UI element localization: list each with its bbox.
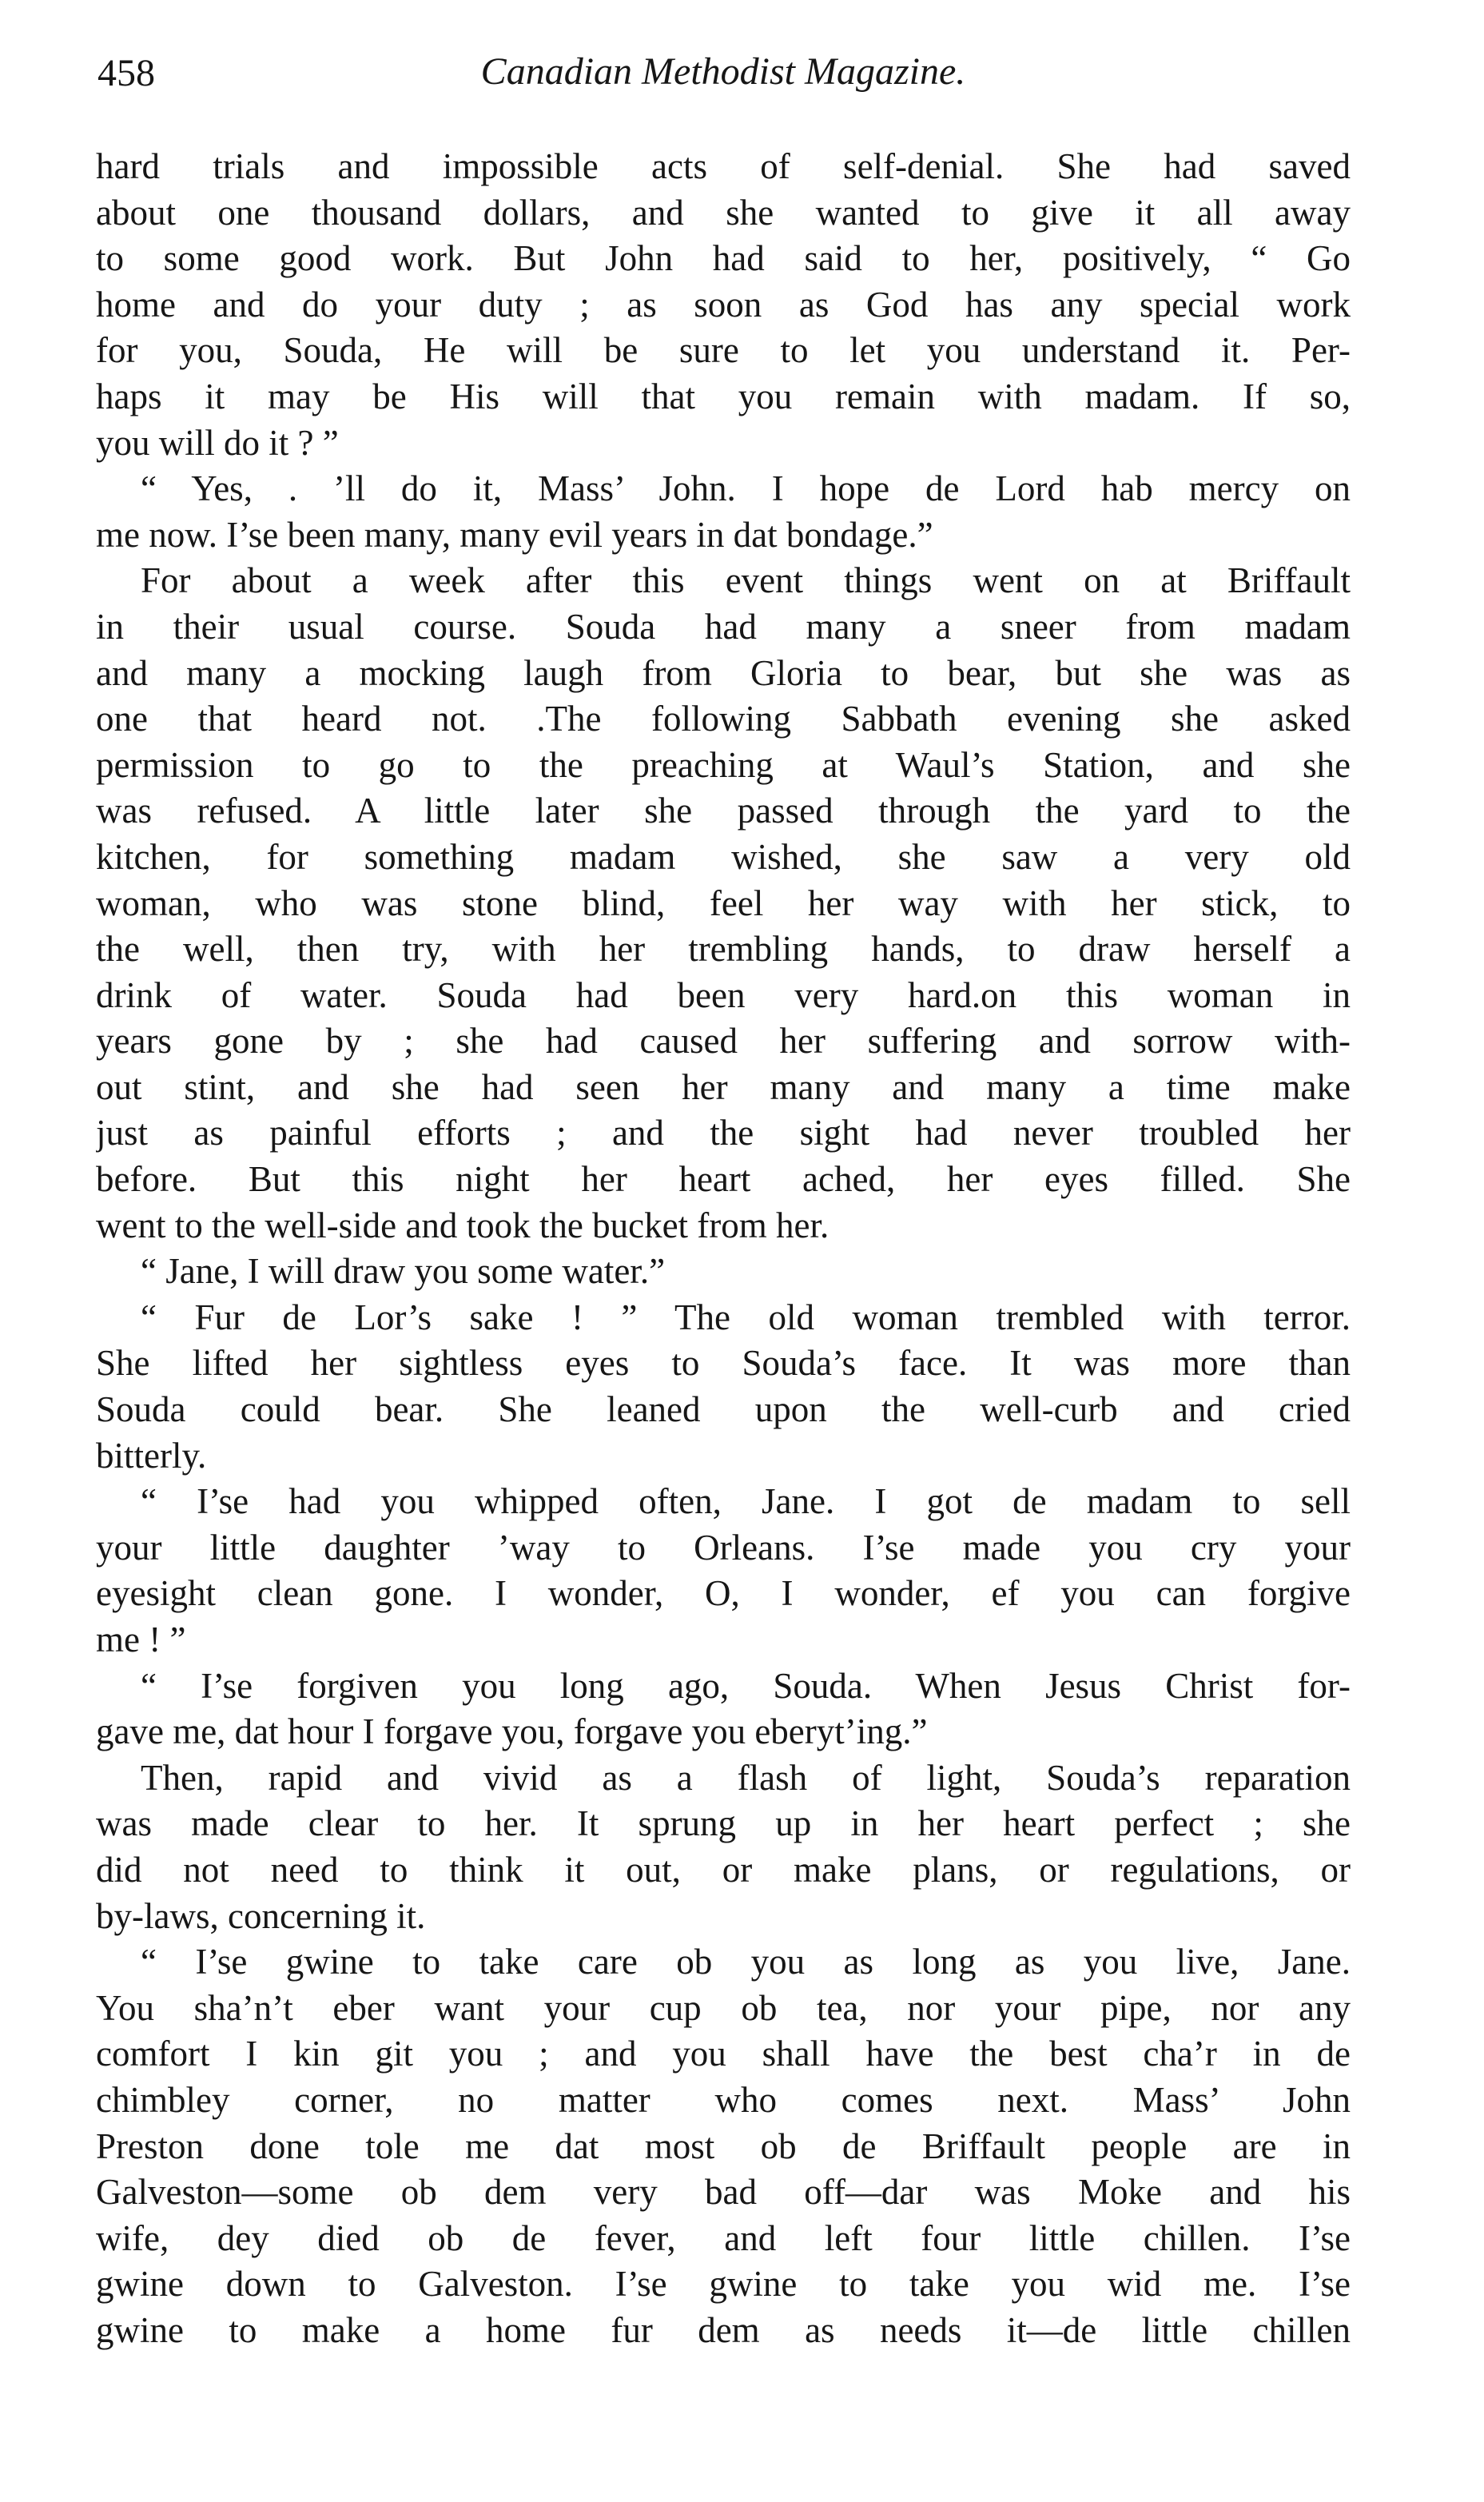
text-line: hard trials and impossible acts of self-denial. She had saved bbox=[96, 146, 1351, 186]
text-line: home and do your duty ; as soon as God has any special work bbox=[96, 284, 1351, 325]
text-line: your little daughter ’way to Orleans. I’se made you cry your bbox=[96, 1527, 1351, 1568]
text-line: and many a mocking laugh from Gloria to bear, but she was as bbox=[96, 652, 1351, 693]
text-line: chimbley corner, no matter who comes next. Mass’ John bbox=[96, 2079, 1351, 2120]
text-line: wife, dey died ob de fever, and left four little chillen. I’se bbox=[96, 2217, 1351, 2258]
page-header bbox=[96, 40, 1351, 117]
text-line: one that heard not. .The following Sabbath evening she asked bbox=[96, 699, 1351, 739]
text-line: comfort I kin git you ; and you shall have the best cha’r in de bbox=[96, 2034, 1351, 2074]
text-line: years gone by ; she had caused her suffering and sorrow with- bbox=[96, 1021, 1351, 1062]
text-line: “ Jane, I will draw you some water.” bbox=[141, 1251, 666, 1292]
text-line: bitterly. bbox=[96, 1435, 207, 1476]
text-line: the well, then try, with her trembling hands, to draw herself a bbox=[96, 929, 1351, 970]
text-line: you will do it ? ” bbox=[96, 422, 339, 463]
text-line: “ Fur de Lor’s sake ! ” The old woman trembled with terror. bbox=[141, 1297, 1351, 1337]
text-line: kitchen, for something madam wished, she saw a very old bbox=[96, 836, 1351, 877]
page-number: 458 bbox=[97, 52, 155, 94]
body-text bbox=[96, 144, 1351, 2354]
running-title: Canadian Methodist Magazine. bbox=[480, 50, 966, 93]
text-line: She lifted her sightless eyes to Souda’s face. It was more than bbox=[96, 1343, 1351, 1384]
text-line: “ I’se forgiven you long ago, Souda. When Jesus Christ for- bbox=[141, 1665, 1351, 1706]
text-line: for you, Souda, He will be sure to let you understand it. Per- bbox=[96, 330, 1351, 371]
text-line: permission to go to the preaching at Waul’s Station, and she bbox=[96, 744, 1351, 785]
text-line: before. But this night her heart ached, her eyes filled. She bbox=[96, 1159, 1351, 1200]
text-line: by-laws, concerning it. bbox=[96, 1895, 426, 1936]
text-line: out stint, and she had seen her many and many a time make bbox=[96, 1066, 1351, 1107]
text-line: You sha’n’t eber want your cup ob tea, nor your pipe, nor any bbox=[96, 1987, 1351, 2028]
text-line: “ I’se gwine to take care ob you as long as you live, Jane. bbox=[141, 1942, 1351, 1982]
text-line: me now. I’se been many, many evil years in dat bondage.” bbox=[96, 514, 933, 555]
text-line: Souda could bear. She leaned upon the well-curb and cried bbox=[96, 1389, 1351, 1430]
text-line: Galveston—some ob dem very bad off—dar was Moke and his bbox=[96, 2172, 1351, 2213]
text-line: “ I’se had you whipped often, Jane. I got de madam to sell bbox=[141, 1481, 1351, 1522]
text-line: about one thousand dollars, and she wanted to give it all away bbox=[96, 192, 1351, 233]
text-line: haps it may be His will that you remain with madam. If so, bbox=[96, 376, 1351, 416]
text-line: did not need to think it out, or make plans, or regulations, or bbox=[96, 1849, 1351, 1890]
text-line: was made clear to her. It sprung up in her heart perfect ; she bbox=[96, 1803, 1351, 1844]
text-line: just as painful efforts ; and the sight had never troubled her bbox=[96, 1113, 1351, 1153]
text-line: “ Yes, . ’ll do it, Mass’ John. I hope de Lord hab mercy on bbox=[141, 468, 1351, 509]
book-page bbox=[96, 40, 1351, 2390]
text-line: Preston done tole me dat most ob de Briffault people are in bbox=[96, 2126, 1351, 2166]
text-line: in their usual course. Souda had many a sneer from madam bbox=[96, 606, 1351, 647]
text-line: gave me, dat hour I forgave you, forgave you eberyt’ing.” bbox=[96, 1711, 928, 1752]
text-line: woman, who was stone blind, feel her way with her stick, to bbox=[96, 882, 1351, 923]
text-line: Then, rapid and vivid as a flash of light, Souda’s reparation bbox=[141, 1757, 1351, 1798]
text-line: to some good work. But John had said to her, positively, “ Go bbox=[96, 238, 1351, 279]
text-line: me ! ” bbox=[96, 1620, 186, 1659]
text-line: drink of water. Souda had been very hard.on this woman in bbox=[96, 974, 1351, 1015]
text-line: eyesight clean gone. I wonder, O, I wonder, ef you can forgive bbox=[96, 1573, 1351, 1614]
text-line: gwine to make a home fur dem as needs it—de little chillen bbox=[96, 2309, 1351, 2350]
text-line: was refused. A little later she passed through the yard to the bbox=[96, 791, 1351, 831]
text-line: For about a week after this event things went on at Briffault bbox=[141, 560, 1351, 601]
text-line: went to the well-side and took the bucket from her. bbox=[96, 1205, 830, 1245]
text-line: gwine down to Galveston. I’se gwine to take you wid me. I’se bbox=[96, 2264, 1351, 2305]
